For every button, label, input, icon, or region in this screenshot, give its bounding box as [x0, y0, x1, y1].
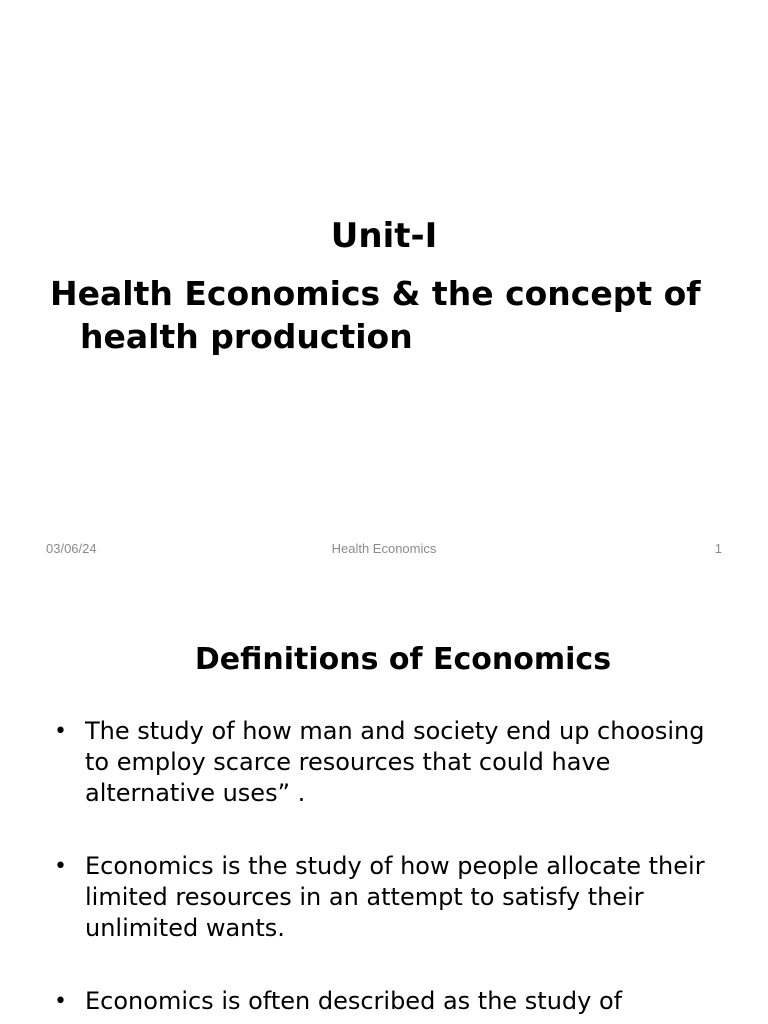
- list-item: [54, 986, 734, 1017]
- bullet-marker: •: [54, 719, 67, 744]
- definitions-list: [54, 716, 734, 1024]
- definitions-title: Definitions of Economics: [194, 642, 612, 677]
- bullet-marker: •: [54, 854, 67, 879]
- list-item: [54, 716, 734, 809]
- bullet-marker: •: [54, 989, 67, 1014]
- footer-title: Health Economics: [331, 541, 437, 556]
- list-item: [54, 851, 734, 944]
- main-title-line-1: Health Economics & the concept of: [50, 274, 701, 313]
- main-title-line-2: health production: [80, 317, 413, 356]
- bullet-text: Economics is the study of how people allocate their limited resources in an attempt to satisfy their unlimited wants.: [85, 852, 705, 942]
- slide-2: [0, 576, 768, 1024]
- footer-page-number: 1: [714, 541, 722, 556]
- main-title: [50, 272, 750, 358]
- bullet-text: The study of how man and society end up choosing to employ scarce resources that could have alternative uses” .: [85, 717, 705, 807]
- footer-date: 03/06/24: [46, 541, 97, 556]
- unit-title: Unit-I: [330, 216, 438, 256]
- bullet-text: Economics is often described as the study of: [85, 987, 623, 1015]
